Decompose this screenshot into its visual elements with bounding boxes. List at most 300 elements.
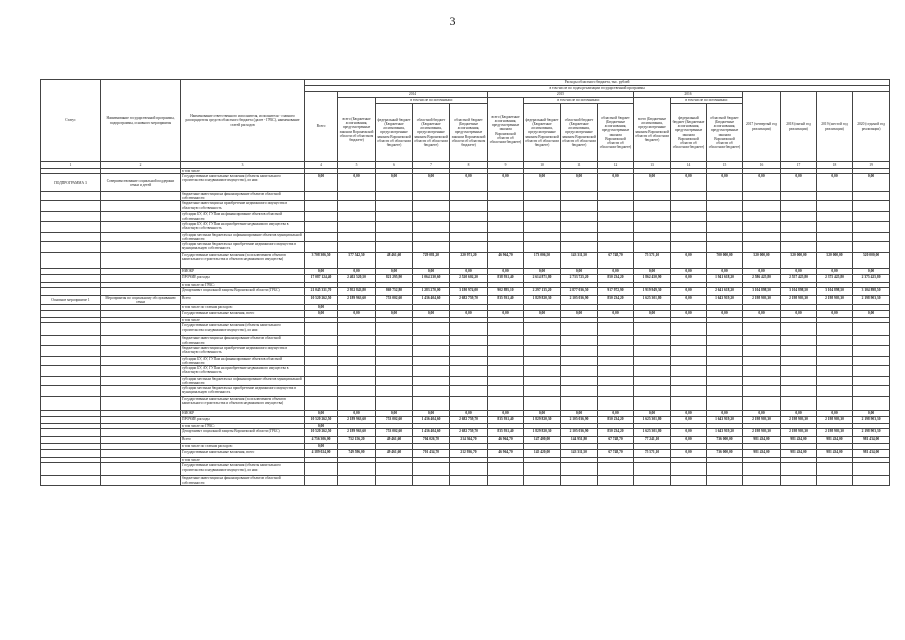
value-cell <box>450 212 488 221</box>
value-cell: 835 931,40 <box>488 296 524 305</box>
value-cell: 0,00 <box>450 174 488 192</box>
value-cell <box>488 386 524 397</box>
value-cell: 2 402 520,50 <box>338 274 376 282</box>
value-cell: 981 434,00 <box>817 437 853 444</box>
value-cell: 21 045 331,70 <box>305 288 338 296</box>
value-cell <box>853 221 890 232</box>
source-cell: субсидии БУ, АУ, ГУПам на приобретение недвижимого имущества в областную собственность <box>181 221 305 232</box>
table-row <box>41 336 890 345</box>
value-cell: 77 241,10 <box>634 437 671 444</box>
value-cell: 1 625 301,80 <box>634 417 671 424</box>
value-cell <box>561 365 598 376</box>
value-cell <box>817 386 853 397</box>
value-cell <box>338 386 376 397</box>
value-cell <box>598 345 634 356</box>
header-by-years: в том числе по годам реализации государственной программы <box>305 86 890 92</box>
value-cell <box>413 323 450 336</box>
header-2015-federal: федеральный бюджет (Бюджетные ассигнования, предусмотренные законом Воронежской области об областном бюджете) <box>524 104 561 162</box>
value-cell <box>524 356 561 365</box>
source-cell: Государственные капитальные вложения, всего <box>181 311 305 318</box>
value-cell: 49 461,60 <box>376 437 413 444</box>
program-cell <box>101 376 181 385</box>
value-cell <box>338 365 376 376</box>
value-cell <box>598 365 634 376</box>
value-cell <box>488 376 524 385</box>
source-cell: в том числе по ГРБС: <box>181 282 305 287</box>
value-cell: 981 434,00 <box>743 450 781 458</box>
value-cell <box>781 365 817 376</box>
program-cell <box>101 192 181 201</box>
source-cell: в том числе <box>181 169 305 174</box>
value-cell <box>707 241 743 252</box>
table-row <box>41 288 890 296</box>
value-cell <box>707 397 743 411</box>
source-cell: субсидии местным бюджетам на приобретение недвижимого имущества в муниципальную собственность <box>181 386 305 397</box>
value-cell: 0,00 <box>817 174 853 192</box>
value-cell <box>524 201 561 212</box>
value-cell: 2 198 903,30 <box>781 429 817 437</box>
value-cell <box>488 476 524 485</box>
value-cell <box>524 323 561 336</box>
value-cell: 0,00 <box>671 437 707 444</box>
source-cell: Государственные капитальные вложения (за исключением объектов капитального строительства и объектов недвижимого имущества) <box>181 397 305 411</box>
value-cell: 3 104 898,50 <box>781 288 817 296</box>
column-number: 18 <box>817 162 853 169</box>
value-cell <box>598 201 634 212</box>
value-cell <box>853 365 890 376</box>
value-cell <box>781 345 817 356</box>
value-cell: 0,00 <box>853 174 890 192</box>
value-cell <box>524 365 561 376</box>
value-cell <box>671 463 707 476</box>
source-cell: в том числе по статьям расходов: <box>181 305 305 311</box>
value-cell: 850 234,20 <box>598 429 634 437</box>
value-cell <box>376 463 413 476</box>
value-cell <box>743 376 781 385</box>
value-cell <box>376 356 413 365</box>
header-program-name: Наименование государственной программы, подпрограммы, основного мероприятия <box>101 80 181 162</box>
value-cell <box>561 463 598 476</box>
value-cell <box>305 476 338 485</box>
value-cell <box>450 356 488 365</box>
value-cell: 67 748,70 <box>598 437 634 444</box>
value-cell <box>598 336 634 345</box>
value-cell <box>305 192 338 201</box>
value-cell: 0,00 <box>524 268 561 274</box>
program-cell <box>101 252 181 268</box>
source-cell: в том числе по ГРБС: <box>181 424 305 429</box>
value-cell <box>817 356 853 365</box>
value-cell <box>634 476 671 485</box>
value-cell <box>853 201 890 212</box>
value-cell: 10 520 262,50 <box>305 429 338 437</box>
value-cell: 700 000,00 <box>707 252 743 268</box>
value-cell: 0,00 <box>671 450 707 458</box>
column-number: 14 <box>671 162 707 169</box>
value-cell: 3 104 898,50 <box>817 288 853 296</box>
value-cell <box>450 386 488 397</box>
value-cell: 981 434,00 <box>817 450 853 458</box>
value-cell: 0,00 <box>634 411 671 417</box>
program-cell <box>101 212 181 221</box>
header-2016-incl: в том числе по источникам: <box>671 98 743 104</box>
value-cell <box>413 463 450 476</box>
value-cell: 1 283 270,00 <box>413 288 450 296</box>
value-cell: 869 752,80 <box>376 288 413 296</box>
source-cell: ПРОЧИЕ расходы <box>181 417 305 424</box>
source-cell: Всего <box>181 437 305 444</box>
value-cell <box>743 221 781 232</box>
value-cell <box>376 345 413 356</box>
value-cell <box>561 476 598 485</box>
value-cell <box>598 476 634 485</box>
value-cell <box>781 192 817 201</box>
header-2014-total: всего (Бюджетные ассигнования, предусмотренные законом Воронежской области об областном бюджете) <box>338 98 376 162</box>
value-cell: 0,00 <box>450 268 488 274</box>
value-cell <box>488 201 524 212</box>
value-cell: 0,00 <box>634 174 671 192</box>
value-cell: 145 420,00 <box>524 450 561 458</box>
value-cell <box>743 463 781 476</box>
source-cell: бюджетные инвестиции на финансирование объектов областной собственности <box>181 192 305 201</box>
value-cell <box>781 397 817 411</box>
column-number: 1 <box>41 162 101 169</box>
value-cell <box>413 365 450 376</box>
value-cell <box>707 376 743 385</box>
status-cell <box>41 201 101 212</box>
value-cell: 0,00 <box>338 268 376 274</box>
value-cell <box>450 345 488 356</box>
column-number: 13 <box>634 162 671 169</box>
header-2016-total: всего (Бюджетные ассигнования, предусмотренные законом Воронежской области об областном бюджете) <box>634 98 671 162</box>
value-cell: 981 434,00 <box>853 450 890 458</box>
table-row <box>41 232 890 241</box>
value-cell: 520 000,00 <box>853 252 890 268</box>
value-cell <box>524 192 561 201</box>
program-cell <box>101 476 181 485</box>
value-cell: 0,00 <box>671 311 707 318</box>
value-cell: 3 104 898,50 <box>743 288 781 296</box>
value-cell: 0,00 <box>488 268 524 274</box>
table-row <box>41 417 890 424</box>
value-cell: 0,00 <box>561 268 598 274</box>
table-row <box>41 429 890 437</box>
program-cell <box>101 397 181 411</box>
table-row <box>41 450 890 458</box>
value-cell <box>338 192 376 201</box>
value-cell: 0,00 <box>707 411 743 417</box>
value-cell <box>338 336 376 345</box>
source-cell: субсидии местным бюджетам на приобретение недвижимого имущества в муниципальную собственность <box>181 241 305 252</box>
value-cell <box>488 356 524 365</box>
value-cell <box>524 463 561 476</box>
value-cell: 0,00 <box>743 411 781 417</box>
value-cell <box>743 345 781 356</box>
value-cell <box>671 476 707 485</box>
value-cell: 981 434,00 <box>781 450 817 458</box>
value-cell <box>561 192 598 201</box>
header-2019: 2019 (шестой год реализации) <box>817 92 853 162</box>
program-cell <box>101 345 181 356</box>
source-cell: в том числе <box>181 458 305 463</box>
source-cell: бюджетные инвестиции на приобретение недвижимого имущества в областную собственность <box>181 345 305 356</box>
status-cell <box>41 376 101 385</box>
value-cell: 212 936,70 <box>450 450 488 458</box>
value-cell <box>524 386 561 397</box>
value-cell: 0,00 <box>338 311 376 318</box>
value-cell <box>671 241 707 252</box>
value-cell <box>561 232 598 241</box>
value-cell <box>853 232 890 241</box>
value-cell <box>488 212 524 221</box>
table-row <box>41 476 890 485</box>
value-cell: 838 931,40 <box>488 274 524 282</box>
column-number: 12 <box>598 162 634 169</box>
program-cell <box>101 323 181 336</box>
value-cell <box>817 323 853 336</box>
value-cell: 0,00 <box>781 311 817 318</box>
source-cell: Государственные капитальные вложения, всего <box>181 450 305 458</box>
value-cell <box>338 221 376 232</box>
column-number: 16 <box>743 162 781 169</box>
value-cell: 0,00 <box>561 174 598 192</box>
value-cell: 2 614 871,80 <box>524 274 561 282</box>
value-cell <box>743 336 781 345</box>
value-cell <box>450 323 488 336</box>
value-cell <box>598 463 634 476</box>
value-cell <box>413 386 450 397</box>
header-2014-incl: в том числе по источникам: <box>376 98 488 104</box>
value-cell: 173 006,50 <box>524 252 561 268</box>
value-cell: 2 198 903,30 <box>743 429 781 437</box>
value-cell <box>743 323 781 336</box>
value-cell <box>376 376 413 385</box>
program-cell <box>101 450 181 458</box>
value-cell <box>671 212 707 221</box>
table-row <box>41 274 890 282</box>
value-cell: 75 571,10 <box>634 450 671 458</box>
value-cell <box>671 376 707 385</box>
value-cell <box>598 221 634 232</box>
value-cell <box>376 365 413 376</box>
header-2017: 2017 (четвертый год реализации) <box>743 92 781 162</box>
value-cell <box>450 201 488 212</box>
value-cell <box>488 336 524 345</box>
value-cell: 0,00 <box>853 268 890 274</box>
value-cell: 2 198 903,30 <box>817 296 853 305</box>
value-cell: 0,00 <box>671 252 707 268</box>
value-cell <box>561 386 598 397</box>
value-cell <box>598 376 634 385</box>
status-cell <box>41 450 101 458</box>
value-cell: 835 931,40 <box>488 429 524 437</box>
value-cell <box>561 336 598 345</box>
header-source-name: Наименование ответственного исполнителя, исполнителя - главного распорядителя средств областного бюджета (далее - ГРБС), наименование статей расходов <box>181 80 305 162</box>
value-cell: 2 682 759,70 <box>450 417 488 424</box>
value-cell: 1 436 404,60 <box>413 296 450 305</box>
value-cell <box>376 397 413 411</box>
value-cell <box>853 345 890 356</box>
value-cell <box>413 376 450 385</box>
value-cell <box>781 201 817 212</box>
value-cell: 753 002,60 <box>376 417 413 424</box>
table-row <box>41 356 890 365</box>
value-cell <box>634 232 671 241</box>
value-cell: 0,00 <box>524 174 561 192</box>
value-cell <box>338 345 376 356</box>
value-cell: 2 682 759,70 <box>450 296 488 305</box>
value-cell: 0,00 <box>524 311 561 318</box>
value-cell: 144 951,80 <box>561 437 598 444</box>
value-cell: 753 002,60 <box>376 429 413 437</box>
value-cell: 1 625 301,80 <box>634 429 671 437</box>
status-cell <box>41 463 101 476</box>
value-cell <box>817 201 853 212</box>
value-cell: 0,00 <box>305 268 338 274</box>
value-cell: 1 643 919,20 <box>707 417 743 424</box>
value-cell <box>450 365 488 376</box>
value-cell <box>671 365 707 376</box>
header-2020: 2020 (седьмой год реализации) <box>853 92 890 162</box>
value-cell: 0,00 <box>305 444 338 450</box>
table-row <box>41 437 890 444</box>
table-body <box>41 169 890 486</box>
value-cell <box>413 476 450 485</box>
value-cell <box>781 376 817 385</box>
value-cell <box>524 232 561 241</box>
value-cell: 2 586 425,80 <box>743 274 781 282</box>
value-cell <box>338 476 376 485</box>
value-cell <box>524 345 561 356</box>
value-cell: 0,00 <box>743 174 781 192</box>
status-cell <box>41 365 101 376</box>
value-cell: 10 520 262,50 <box>305 296 338 305</box>
source-cell: НИОКР <box>181 411 305 417</box>
value-cell <box>598 323 634 336</box>
value-cell: 17 087 124,40 <box>305 274 338 282</box>
value-cell: 2 198 903,30 <box>781 296 817 305</box>
table-row <box>41 386 890 397</box>
page-number: 3 <box>449 14 456 28</box>
value-cell <box>634 345 671 356</box>
value-cell: 0,00 <box>817 311 853 318</box>
value-cell <box>707 386 743 397</box>
column-numbers-row <box>41 162 890 169</box>
value-cell <box>671 323 707 336</box>
status-cell <box>41 417 101 424</box>
status-cell <box>41 212 101 221</box>
column-number: 6 <box>376 162 413 169</box>
value-cell <box>376 386 413 397</box>
value-cell: 0,00 <box>305 174 338 192</box>
value-cell <box>338 323 376 336</box>
value-cell: 850 234,20 <box>598 296 634 305</box>
value-cell: 981 434,00 <box>853 437 890 444</box>
header-2015-other: областной бюджет (Бюджетные ассигнования, предусмотренные законом Воронежской области об областном бюджете) <box>598 104 634 162</box>
table-row <box>41 192 890 201</box>
value-cell <box>413 192 450 201</box>
value-cell <box>634 241 671 252</box>
value-cell <box>488 365 524 376</box>
value-cell: 2 198 903,30 <box>743 296 781 305</box>
value-cell <box>413 336 450 345</box>
value-cell <box>413 201 450 212</box>
value-cell <box>743 476 781 485</box>
value-cell <box>413 232 450 241</box>
value-cell <box>488 397 524 411</box>
status-cell <box>41 429 101 437</box>
status-cell <box>41 232 101 241</box>
value-cell: 2 105 036,90 <box>561 296 598 305</box>
status-cell <box>41 397 101 411</box>
value-cell <box>376 323 413 336</box>
value-cell <box>707 323 743 336</box>
table-row <box>41 323 890 336</box>
value-cell <box>707 192 743 201</box>
value-cell <box>707 221 743 232</box>
value-cell <box>305 397 338 411</box>
table-row <box>41 397 890 411</box>
value-cell <box>634 212 671 221</box>
column-number: 8 <box>450 162 488 169</box>
value-cell <box>781 323 817 336</box>
value-cell <box>305 365 338 376</box>
value-cell <box>598 212 634 221</box>
source-cell: бюджетные инвестиции на финансирование объектов областной собственности <box>181 476 305 485</box>
value-cell <box>634 376 671 385</box>
program-cell <box>101 336 181 345</box>
value-cell: 2 641 618,20 <box>707 288 743 296</box>
source-cell: Государственные капитальные вложения (объекты капитального строительства и недвижимое имущество), из них: <box>181 463 305 476</box>
value-cell: 0,00 <box>338 174 376 192</box>
value-cell: 2 198 903,30 <box>853 296 890 305</box>
value-cell: 2 682 759,70 <box>450 429 488 437</box>
value-cell <box>634 463 671 476</box>
header-2015-total: всего (Бюджетные ассигнования, предусмотренные законом Воронежской области об областном бюджете) <box>488 98 524 162</box>
source-cell: в том числе по статьям расходов: <box>181 444 305 450</box>
value-cell <box>488 192 524 201</box>
column-number: 10 <box>524 162 561 169</box>
program-cell <box>101 241 181 252</box>
value-cell: 75 571,10 <box>634 252 671 268</box>
value-cell: 704 026,70 <box>413 437 450 444</box>
value-cell <box>524 376 561 385</box>
value-cell <box>305 376 338 385</box>
value-cell: 0,00 <box>488 174 524 192</box>
value-cell <box>488 241 524 252</box>
value-cell: 3 104 898,50 <box>853 288 890 296</box>
source-cell: субсидии местным бюджетам на софинансирование объектов муниципальной собственности <box>181 376 305 385</box>
program-cell <box>101 221 181 232</box>
value-cell <box>707 463 743 476</box>
table-row <box>41 311 890 318</box>
value-cell <box>338 241 376 252</box>
value-cell <box>561 356 598 365</box>
value-cell <box>817 365 853 376</box>
value-cell <box>817 345 853 356</box>
value-cell: 0,00 <box>671 174 707 192</box>
program-cell <box>101 274 181 282</box>
value-cell: 0,00 <box>450 411 488 417</box>
value-cell: 0,00 <box>305 311 338 318</box>
status-cell <box>41 323 101 336</box>
value-cell <box>450 336 488 345</box>
value-cell: 0,00 <box>376 268 413 274</box>
value-cell: 1 436 404,60 <box>413 429 450 437</box>
value-cell <box>743 365 781 376</box>
value-cell: 1 064 230,60 <box>413 274 450 282</box>
value-cell: 850 234,20 <box>598 274 634 282</box>
